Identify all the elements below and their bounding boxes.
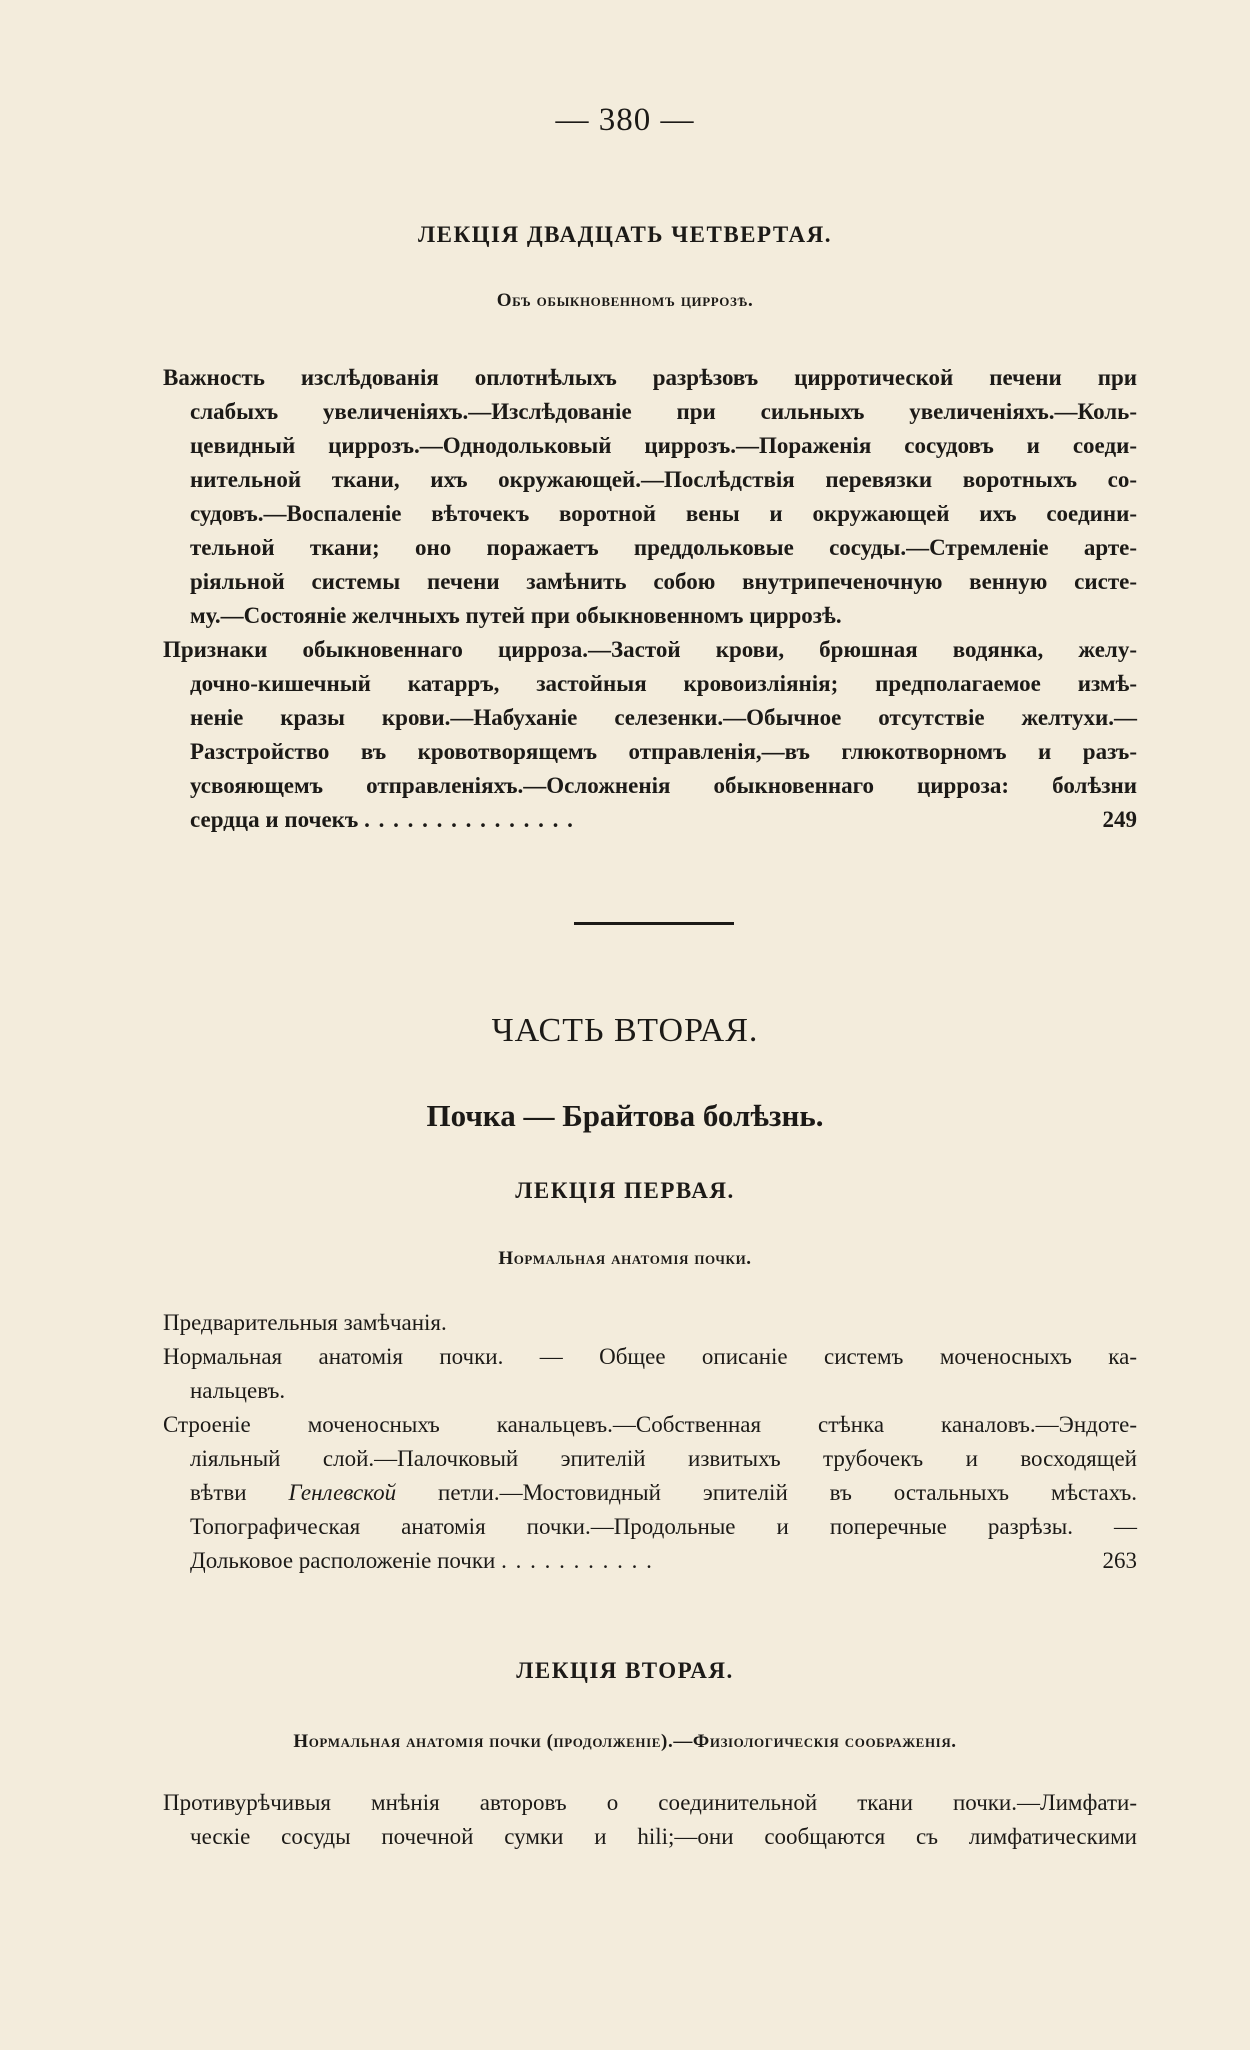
section-divider [574,922,734,925]
summary-line: Разстройство въ кровотворящемъ отправленія,—въ глюкотворномъ и разъ- [190,739,1137,764]
summary-line: усвояющемъ отправленіяхъ.—Осложненія обыкновеннаго цирроза: болѣзни [190,773,1137,798]
summary-line: ріяльной системы печени замѣнить собою внутрипеченочную венную систе- [190,569,1137,594]
lecture-24-title: ЛЕКЦІЯ ДВАДЦАТЬ ЧЕТВЕРТАЯ. [417,222,833,247]
toc-entry-last-line [163,1544,1137,1578]
summary-line: дочно-кишечный катарръ, застойныя кровоизліянія; предполагаемое измѣ- [190,671,1137,696]
italic-name: Генлевской [288,1480,397,1505]
toc-entry-last-line [163,803,1137,837]
page-number: — 380 — [555,102,695,138]
summary-line: слабыхъ увеличеніяхъ.—Изслѣдованіе при сильныхъ увеличеніяхъ.—Коль- [190,399,1137,424]
summary-line: Предварительныя замѣчанія. [163,1310,447,1335]
lecture-1-summary [163,1306,1137,1578]
entry-text: Дольковое расположеніе почки [190,1548,496,1573]
summary-line: Строеніе моченосныхъ канальцевъ.—Собственная стѣнка каналовъ.—Эндоте- [163,1412,1137,1437]
summary-line: Нормальная анатомія почки. — Общее описаніе системъ моченосныхъ ка- [163,1344,1137,1369]
summary-line: судовъ.—Воспаленіе вѣточекъ воротной вены и окружающей ихъ соедини- [190,501,1137,526]
summary-line: цевидный циррозъ.—Однодольковый циррозъ.—Пораженія сосудовъ и соеди- [190,433,1137,458]
summary-line: нительной ткани, ихъ окружающей.—Послѣдствія перевязки воротныхъ со- [190,467,1137,492]
dot-leader: . . . . . . . . . . . . . . . [364,807,575,832]
summary-line: Топографическая анатомія почки.—Продольные и поперечные разрѣзы. — [190,1514,1137,1539]
page-reference: 249 [1102,807,1137,832]
summary-line: вѣтви Генлевской петли.—Мостовидный эпителій въ остальныхъ мѣстахъ. [190,1480,1138,1505]
lecture-24-summary [163,361,1137,837]
entry-text: сердца и почекъ [190,807,359,832]
lecture-2-title: ЛЕКЦІЯ ВТОРАЯ. [516,1658,734,1683]
part-title: ЧАСТЬ ВТОРАЯ. [491,1012,759,1049]
lecture-24-subtitle: Объ обыкновенномъ циррозѣ. [496,290,754,311]
summary-line: Противурѣчивыя мнѣнія авторовъ о соединительной ткани почки.—Лимфати- [163,1790,1137,1815]
section-title: Почка — Брайтова болѣзнь. [426,1098,824,1133]
summary-line: нальцевъ. [190,1378,286,1403]
summary-line: неніе кразы крови.—Набуханіе селезенки.—Обычное отсутствіе желтухи.— [190,705,1137,730]
lecture-2-subtitle: Нормальная анатомія почки (продолженіе).—Физіологическія соображенія. [293,1731,957,1752]
summary-line: ческіе сосуды почечной сумки и hili;—они сообщаются съ лимфатическими [190,1824,1137,1849]
lecture-1-subtitle: Нормальная анатомія почки. [498,1248,752,1269]
summary-line: тельной ткани; оно поражаетъ преддольковые сосуды.—Стремленіе арте- [190,535,1137,560]
summary-line: ліяльный слой.—Палочковый эпителій извитыхъ трубочекъ и восходящей [190,1446,1137,1471]
summary-line: Признаки обыкновеннаго цирроза.—Застой крови, брюшная водянка, желу- [163,637,1137,662]
dot-leader: . . . . . . . . . . . [501,1548,654,1573]
page-reference: 263 [1102,1548,1137,1573]
lecture-1-title: ЛЕКЦІЯ ПЕРВАЯ. [515,1178,735,1203]
summary-line: Важность изслѣдованія оплотнѣлыхъ разрѣзовъ цирротической печени при [163,365,1137,390]
summary-line: му.—Состояніе желчныхъ путей при обыкновенномъ циррозѣ. [190,603,842,628]
lecture-2-summary [163,1786,1137,1854]
